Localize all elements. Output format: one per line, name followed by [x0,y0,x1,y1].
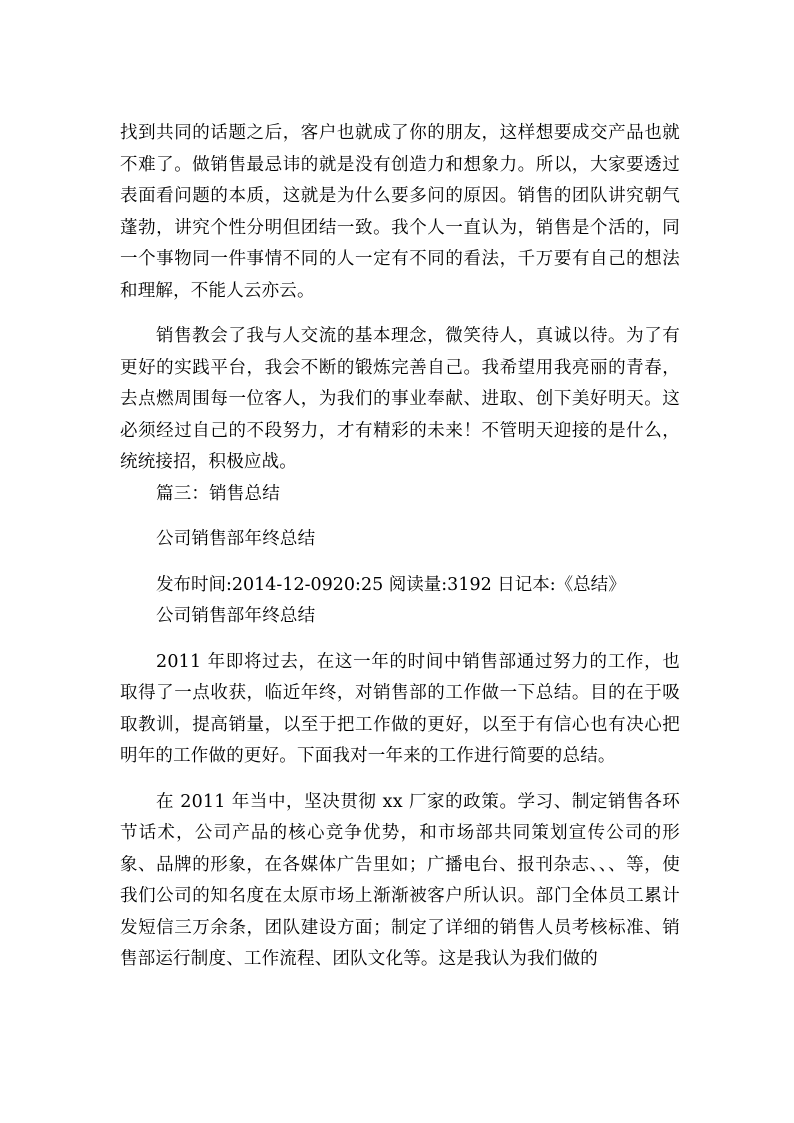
section-heading-part-three: 篇三：销售总结 [156,483,280,504]
article-title: 公司销售部年终总结 [156,529,316,549]
paragraph-customer-friends: 找到共同的话题之后，客户也就成了你的朋友，这样想要成交产品也就不难了。做销售最忌讳的就是没有创造力和想象力。所以，大家要透过表面看问题的本质，这就是为什么要多问的原因。销售的团队讲究朝气蓬勃，讲究个性分明但团结一致。我个人一直认为，销售是个活的，同一个事物同一件事情不同的人一定有不同的看法，千万要有自己的想法和理解，不能人云亦云。 [120,123,680,301]
paragraph-sales-lessons: 销售教会了我与人交流的基本理念，微笑待人，真诚以待。为了有更好的实践平台，我会不断的锻炼完善自己。我希望用我亮丽的青春，去点燃周围每一位客人，为我们的事业奉献、进取、创下美好明天。这必须经过自己的不段努力，才有精彩的未来！不管明天迎接的是什么，统统接招，积极应战。 [120,326,680,472]
article-subtitle: 公司销售部年终总结 [156,606,316,626]
paragraph-2011-work: 在 2011 年当中，坚决贯彻 xx 厂家的政策。学习、制定销售各环节话术，公司产品的核心竞争优势，和市场部共同策划宣传公司的形象、品牌的形象，在各媒体广告里如；广播电台、报刊杂志、、、等，使我们公司的知名度在太原市场上渐渐被客户所认识。部门全体员工累计发短信三万余条，团队建设方面；制定了详细的销售人员考核标准、销售部运行制度、工作流程、团队文化等。这是我认为我们做的 [120,791,680,969]
publish-metadata: 发布时间:2014-12-0920:25 阅读量:3192 日记本:《总结》 [156,574,626,595]
document-body [120,118,680,976]
paragraph-year-review: 2011 年即将过去，在这一年的时间中销售部通过努力的工作，也取得了一点收获，临近年终，对销售部的工作做一下总结。目的在于吸取教训，提高销量，以至于把工作做的更好，以至于有信心也有决心把明年的工作做的更好。下面我对一年来的工作进行简要的总结。 [120,651,680,766]
